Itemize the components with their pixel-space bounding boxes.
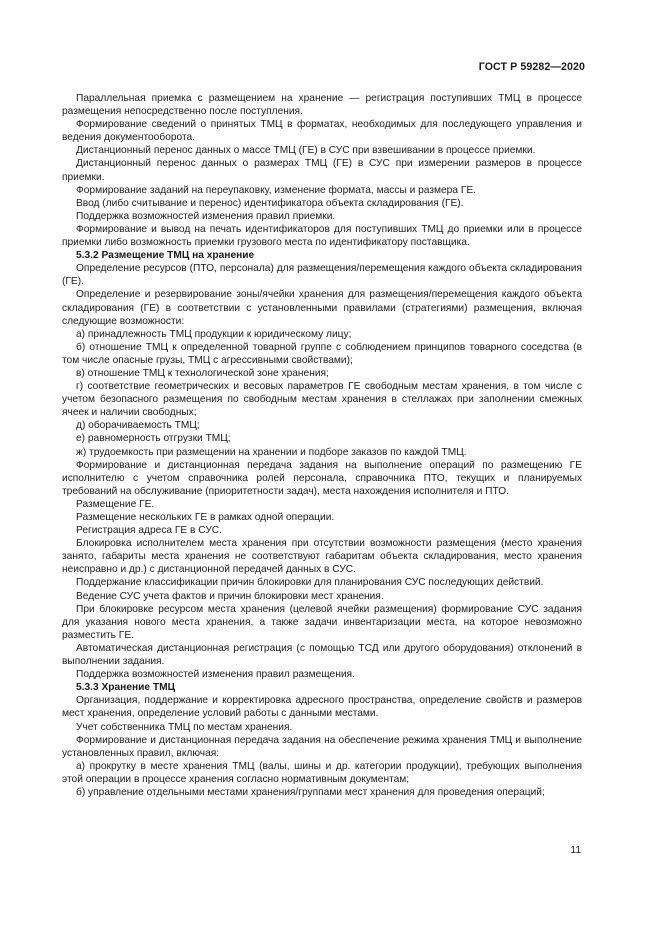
list-item: е) равномерность отгрузки ТМЦ; — [76, 433, 231, 445]
list-item: а) прокрутку в месте хранения ТМЦ (валы, шины и др. категории продукции), требующих выполнения этой операции в процессе хранения согласно нормативным документам; — [62, 760, 582, 785]
paragraph: Учет собственника ТМЦ по местам хранения. — [76, 721, 293, 733]
paragraph: Дистанционный перенос данных о массе ТМЦ (ГЕ) в СУС при взвешивании в процессе приемки. — [76, 145, 536, 157]
paragraph: Размещение нескольких ГЕ в рамках одной операции. — [76, 512, 335, 523]
paragraph: При блокировке ресурсом места хранения (целевой ячейки размещения) формирование СУС задания для указания нового места хранения, а также задачи инвентаризации места, на которое невозможно разместить ГЕ. — [62, 603, 582, 641]
section-heading: 5.3.2 Размещение ТМЦ на хранение — [76, 250, 255, 262]
paragraph: Дистанционный перенос данных о размерах ТМЦ (ГЕ) в СУС при измерении размеров в процессе приемки. — [62, 158, 582, 183]
paragraph: Формирование и дистанционная передача задания на выполнение операций по размещению ГЕ исполнителю с учетом справочника ролей персонала, справочника ПТО, текущих и планируемых требований на обслуживание (приоритетности задач), места нахождения исполнителя и ПТО. — [62, 459, 582, 497]
document-body — [62, 92, 582, 799]
paragraph: Автоматическая дистанционная регистрация (с помощью ТСД или другого оборудования) отклонений в выполнении задания. — [62, 642, 582, 668]
paragraph: Формирование и вывод на печать идентификаторов для поступивших ТМЦ до приемки или в процессе приемки либо возможность приемки грузового места по идентификатору поставщика. — [62, 223, 582, 249]
paragraph: Параллельная приемка с размещением на хранение — регистрация поступивших ТМЦ в процессе размещения непосредственно после поступления. — [62, 93, 582, 118]
paragraph: Определение и резервирование зоны/ячейки хранения для размещения/перемещения каждого объекта складирования (ГЕ) в соответствии с установленными правилами (стратегиями) размещения, включая следующие возможности: — [62, 289, 582, 327]
list-item: г) соответствие геометрических и весовых параметров ГЕ свободным местам хранения, в том числе с учетом безопасного размещения по свободным местам хранения в стеллажах при заполнении смежных ячеек и наличии свободных; — [62, 381, 582, 419]
paragraph: Организация, поддержание и корректировка адресного пространства, определение свойств и размеров мест хранения, определение условий работы с данными местами. — [62, 695, 582, 720]
list-item: б) отношение ТМЦ к определенной товарной группе с соблюдением принципов товарного соседства (в том числе опасные грузы, ТМЦ с агрессивными свойствами); — [62, 341, 582, 366]
paragraph: Формирование заданий на переупаковку, изменение формата, массы и размера ГЕ. — [76, 184, 476, 196]
paragraph: Регистрация адреса ГЕ в СУС. — [76, 525, 222, 537]
paragraph: Формирование сведений о принятых ТМЦ в форматах, необходимых для последующего управления и ведения документооборота. — [62, 119, 582, 144]
list-item: б) управление отдельными местами хранения/группами мест хранения для проведения операций; — [76, 786, 545, 798]
paragraph: Формирование и дистанционная передача задания на обеспечение режима хранения ТМЦ и выполнение установленных правил, включая: — [62, 734, 582, 759]
list-item: в) отношение ТМЦ к технологической зоне хранения; — [76, 367, 329, 379]
paragraph: Определение ресурсов (ПТО, персонала) для размещения/перемещения каждого объекта складирования (ГЕ). — [62, 263, 582, 288]
paragraph: Ведение СУС учета фактов и причин блокировки мест хранения. — [76, 590, 384, 602]
paragraph: Поддержка возможностей изменения правил приемки. — [76, 210, 336, 222]
list-item: д) оборачиваемость ТМЦ; — [76, 420, 200, 432]
section-heading: 5.3.3 Хранение ТМЦ — [76, 682, 176, 694]
paragraph: Поддержка возможностей изменения правил размещения. — [76, 669, 355, 681]
list-item: а) принадлежность ТМЦ продукции к юридическому лицу; — [76, 328, 352, 340]
page-number: 11 — [570, 845, 581, 856]
standard-designation: ГОСТ Р 59282—2020 — [478, 61, 585, 73]
list-item: ж) трудоемкость при размещении на хранении и подборе заказов по каждой ТМЦ. — [76, 446, 467, 458]
paragraph: Ввод (либо считывание и перенос) идентификатора объекта складирования (ГЕ). — [76, 197, 464, 209]
paragraph: Поддержание классификации причин блокировки для планирования СУС последующих действий. — [76, 577, 544, 589]
paragraph: Размещение ГЕ. — [76, 498, 155, 510]
paragraph: Блокировка исполнителем места хранения при отсутствии возможности размещения (место хранения занято, габариты места хранения не соответствуют габаритам объекта складирования, место хранения неисправно и др.) с дистанционной передачей данных в СУС. — [62, 538, 582, 576]
